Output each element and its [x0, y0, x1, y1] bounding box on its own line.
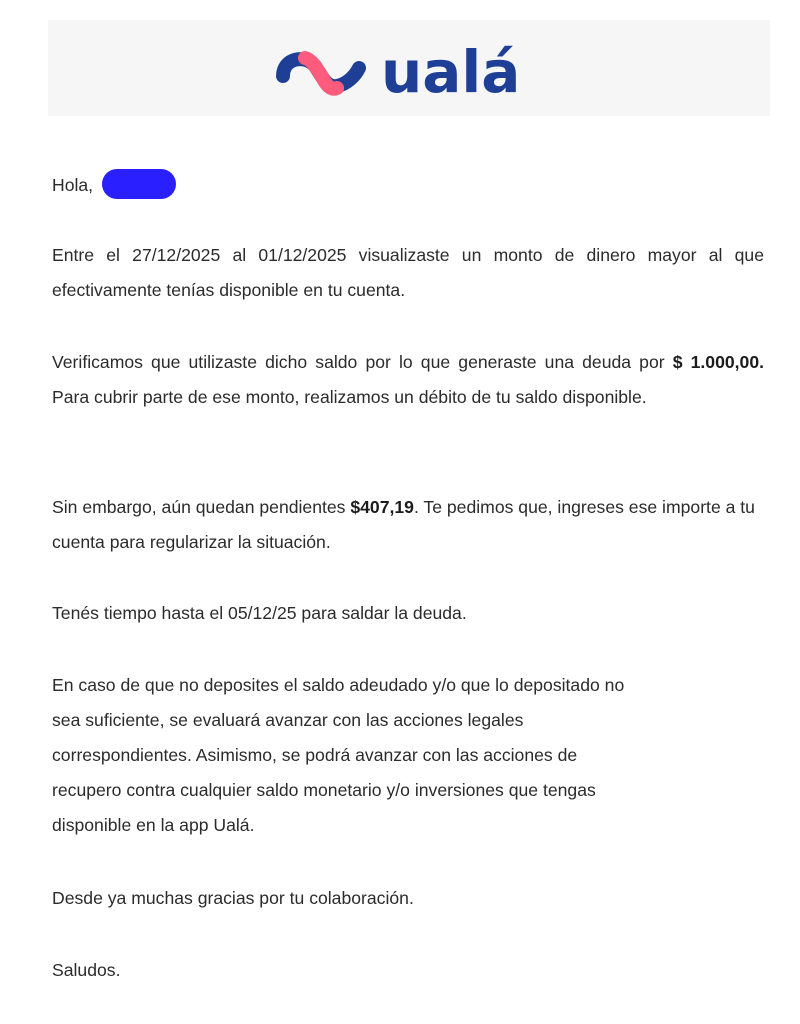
pending-text-post: . Te pedimos que, ingreses ese importe a tu cuenta para regularizar la situación.	[52, 497, 755, 552]
legal-line: En caso de que no deposites el saldo adeudado y/o que lo depositado no	[52, 675, 625, 695]
uala-wordmark: ualá	[381, 38, 521, 106]
paragraph-debt	[52, 345, 764, 415]
legal-line: correspondientes. Asimismo, se podrá avanzar con las acciones de	[52, 745, 578, 765]
debt-amount: $ 1.000,00.	[672, 352, 765, 372]
paragraph-period: Entre el 27/12/2025 al 01/12/2025 visualizaste un monto de dinero mayor al que efectivamente tenías disponible en tu cuenta.	[52, 245, 764, 300]
uala-logo-mark-icon	[275, 46, 367, 98]
paragraph-legal	[52, 668, 764, 843]
paragraph-deadline: Tenés tiempo hasta el 05/12/25 para saldar la deuda.	[52, 603, 467, 623]
greeting	[52, 168, 176, 203]
paragraph-pending	[52, 490, 764, 560]
debt-text-post: Para cubrir parte de ese monto, realizamos un débito de tu saldo disponible.	[52, 387, 647, 407]
paragraph-closing: Saludos.	[52, 960, 121, 980]
pending-amount: $407,19	[350, 497, 414, 517]
debt-text-pre: Verificamos que utilizaste dicho saldo por lo que generaste una deuda por	[52, 352, 673, 372]
redacted-name	[102, 169, 176, 199]
legal-line: sea suficiente, se evaluará avanzar con las acciones legales	[52, 710, 524, 730]
pending-text-pre: Sin embargo, aún quedan pendientes	[52, 497, 351, 517]
legal-line: disponible en la app Ualá.	[52, 815, 255, 835]
greeting-text: Hola,	[52, 175, 94, 195]
uala-logo	[275, 38, 520, 106]
paragraph-thanks: Desde ya muchas gracias por tu colaboración.	[52, 888, 414, 908]
legal-line: recupero contra cualquier saldo monetario y/o inversiones que tengas	[52, 780, 596, 800]
